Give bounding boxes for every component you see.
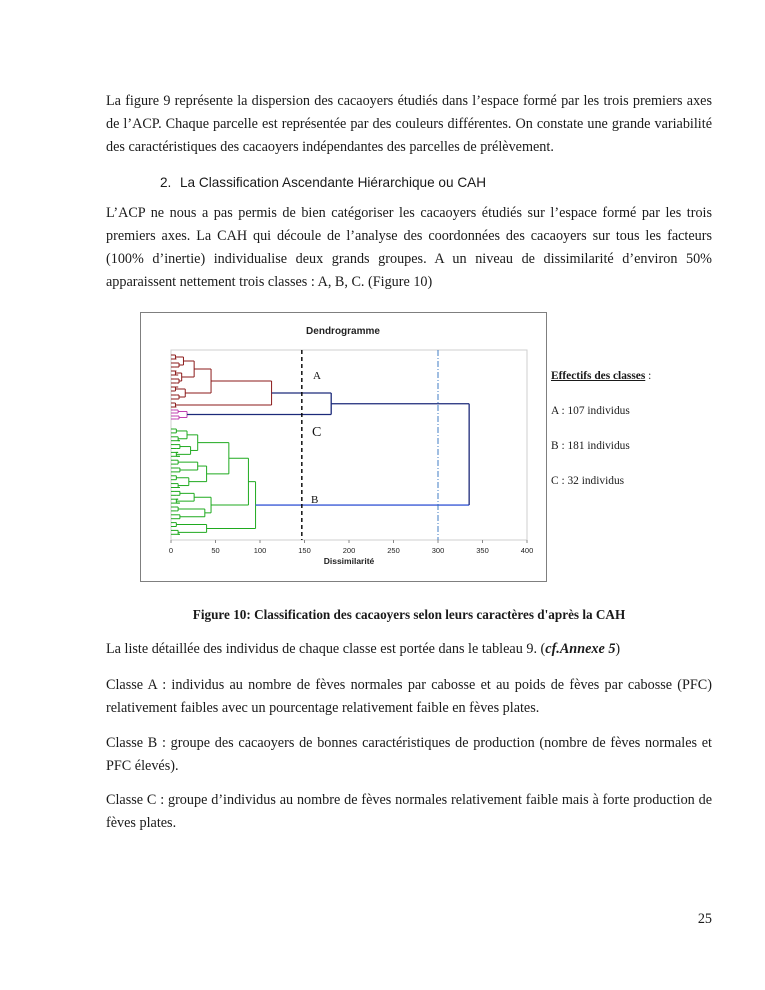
paragraph-intro: La figure 9 représente la dispersion des cacaoyers étudiés dans l’espace formé par les trois premiers axes de l’ACP. Chaque parcelle est représentée par des couleurs différentes. On constate une grande variabilité des caractéristiques des cacaoyers indépendantes des parcelles de prélèvement.	[106, 93, 712, 155]
section-title: La Classification Ascendante Hiérarchique ou CAH	[180, 175, 487, 190]
page-number: 25	[697, 911, 712, 927]
x-tick-label-250: 250	[387, 546, 400, 555]
class-counts-title	[551, 370, 651, 382]
chart-title: Dendrogramme	[306, 326, 380, 337]
x-tick-label-150: 150	[298, 546, 311, 555]
annex-text: La liste détaillée des individus de chaque classe est portée dans le tableau 9. (	[106, 641, 546, 657]
x-tick-label-100: 100	[253, 546, 267, 555]
x-tick-label-350: 350	[476, 546, 489, 555]
dendrogram-figure	[140, 312, 547, 582]
dendrogram-chart	[141, 313, 546, 581]
section-heading	[160, 175, 486, 190]
figure-caption: Figure 10: Classification des cacaoyers selon leurs caractères d'après la CAH	[192, 607, 626, 622]
class-count-c: C : 32 individus	[551, 475, 625, 487]
class-label-C: C	[312, 425, 322, 440]
class-counts-colon: :	[645, 370, 652, 382]
x-tick-label-200: 200	[342, 546, 356, 555]
paragraph-class-b: Classe B : groupe des cacaoyers de bonnes caractéristiques de production (nombre de fèves normales et PFC élevés).	[106, 735, 712, 774]
x-tick-label-0: 0	[168, 546, 174, 555]
plot-area	[171, 350, 527, 540]
x-tick-label-300: 300	[431, 546, 445, 555]
x-tick-label-50: 50	[211, 546, 220, 555]
section-number: 2.	[160, 175, 172, 190]
annex-reference[interactable]: cf.Annexe 5	[545, 641, 616, 657]
class-label-A: A	[313, 370, 321, 382]
annex-close: )	[615, 641, 621, 657]
class-count-a: A : 107 individus	[551, 405, 630, 417]
paragraph-cah: L’ACP ne nous a pas permis de bien catégoriser les cacaoyers étudiés sur l’espace formé par les trois premiers axes. La CAH qui découle de l’analyse des coordonnées des cacaoyers sur tous les facteurs (100% d’inertie) individualise deux grands groupes. A un niveau de dissimilarité d’environ 50% apparaissent nettement trois classes : A, B, C. (Figure 10)	[106, 205, 712, 290]
class-counts-heading: Effectifs des classes	[551, 370, 646, 382]
paragraph-class-a: Classe A : individus au nombre de fèves normales par cabosse et au poids de fèves par cabosse (PFC) relativement faibles avec un pourcentage relativement faible en fèves plates.	[106, 677, 712, 716]
paragraph-class-c: Classe C : groupe d’individus au nombre de fèves normales relativement faible mais à forte production de fèves plates.	[106, 792, 712, 831]
class-label-B: B	[311, 494, 319, 506]
x-tick-label-400: 400	[520, 546, 534, 555]
paragraph-annex	[106, 638, 712, 661]
x-axis-label: Dissimilarité	[323, 556, 375, 566]
class-count-b: B : 181 individus	[551, 440, 630, 452]
